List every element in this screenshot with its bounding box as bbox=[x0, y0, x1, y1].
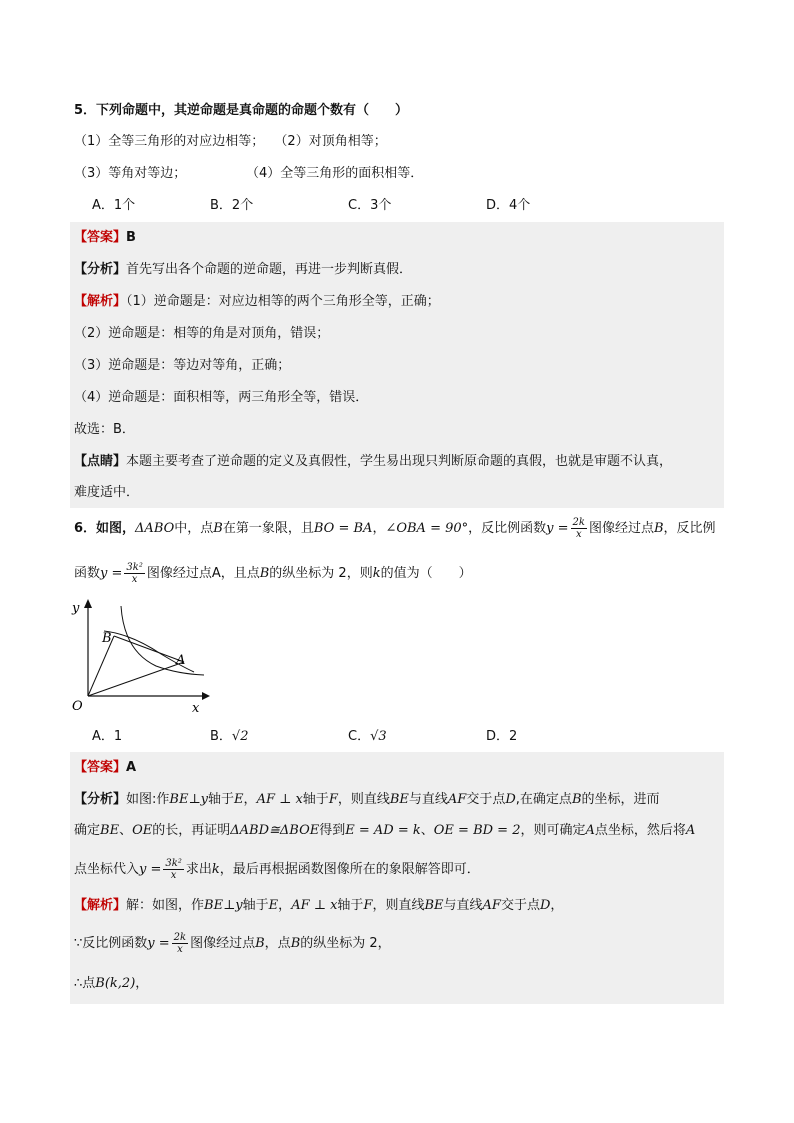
q5-item-3: （3）等角对等边； bbox=[74, 166, 187, 181]
q6-answer bbox=[74, 758, 136, 778]
q5-analysis bbox=[74, 260, 412, 280]
segment-oa bbox=[88, 662, 184, 696]
q6-option-c: C．√3 bbox=[348, 729, 387, 744]
q6-solution-tag: 【解析】 bbox=[74, 898, 127, 913]
q5-item-2: （2）对顶角相等； bbox=[274, 134, 387, 149]
q6-analysis-line-1: 【分析】如图:作BE⊥y轴于E，AF ⊥ x轴于F，则直线BE与直线AF交于点D,在确定点B的坐标，进而 bbox=[74, 792, 660, 807]
q5-analysis-tag: 【分析】 bbox=[74, 262, 127, 277]
q5-solution-line-1: 【解析】（1）逆命题是：对应边相等的两个三角形全等，正确； bbox=[74, 294, 440, 309]
q6-solution-line-2: ∵反比例函数y = $\frac{2k}{x}$ 图像经过点B，点B的纵坐标为 2， bbox=[74, 932, 391, 955]
q5-item-row-2 bbox=[74, 164, 424, 184]
y-axis-arrow bbox=[84, 599, 92, 608]
q6-graph bbox=[66, 596, 216, 716]
q6-answer-tag: 【答案】 bbox=[74, 760, 127, 775]
q6-option-d: D．2 bbox=[486, 729, 518, 744]
q6-analysis-line-3: 点坐标代入y = $\frac{\text{3k²}}{x}$ 求出k，最后再根据函数图像所在的象限解答即可． bbox=[74, 858, 480, 881]
q5-option-d: D．4个 bbox=[486, 198, 531, 213]
origin-label: O bbox=[72, 699, 83, 714]
q6-solution-line-3: ∴点B(k,2)， bbox=[74, 976, 149, 991]
q5-option-c: C．3个 bbox=[348, 198, 392, 213]
q5-answer bbox=[74, 228, 136, 248]
q5-solution-line-4: （4）逆命题是：面积相等，两三角形全等，错误． bbox=[74, 390, 369, 405]
fraction-2k-over-x: $\frac{2k}{x}$ bbox=[572, 517, 585, 540]
q5-analysis-text: 首先写出各个命题的逆命题，再进一步判断真假． bbox=[126, 262, 413, 277]
fraction-3k2-over-x: $\frac{\text{3k²}}{x}$ bbox=[126, 562, 143, 585]
segment-ba bbox=[114, 636, 184, 662]
q5-comment-line-2: 难度适中． bbox=[74, 485, 140, 500]
q5-comment-tag: 【点睛】 bbox=[74, 454, 127, 469]
q5-item-4: （4）全等三角形的面积相等． bbox=[246, 166, 424, 181]
q6-stem-line-2: 函数y = $\frac{\text{3k²}}{x}$ 图像经过点A，且点B的纵坐标为 2，则k的值为（ ） bbox=[74, 562, 472, 585]
q5-item-1: （1）全等三角形的对应边相等； bbox=[74, 134, 265, 149]
q5-item-row-1 bbox=[74, 132, 387, 152]
q6-analysis-tag: 【分析】 bbox=[74, 792, 127, 807]
therefore-symbol: ∴ bbox=[74, 976, 83, 991]
x-axis-arrow bbox=[202, 692, 210, 700]
hyperbola-curve-1 bbox=[121, 606, 204, 675]
q6-option-a: A．1 bbox=[92, 729, 123, 744]
q5-solution-tag: 【解析】 bbox=[74, 294, 127, 309]
q6-analysis-line-2: 确定BE、OE的长，再证明ΔABD≅ΔBOE得到E = AD = k、OE = BD = 2，则可确定A点坐标，然后将A bbox=[74, 823, 696, 838]
q5-comment: 【点睛】本题主要考查了逆命题的定义及真假性，学生易出现只判断原命题的真假，也就是审题不认真， bbox=[74, 454, 673, 469]
q5-solution-line-3: （3）逆命题是：等边对等角，正确； bbox=[74, 358, 291, 373]
q5-option-a: A．1个 bbox=[92, 198, 136, 213]
because-symbol: ∵ bbox=[74, 936, 83, 951]
fraction-3k2-over-x-analysis: $\frac{\text{3k²}}{x}$ bbox=[165, 858, 182, 881]
point-a-label: A bbox=[176, 653, 186, 668]
fraction-2k-over-x-solution: $\frac{2k}{x}$ bbox=[173, 932, 187, 955]
q5-answer-tag: 【答案】 bbox=[74, 230, 127, 245]
q5-option-b: B．2个 bbox=[210, 198, 254, 213]
q6-option-b: B．√2 bbox=[210, 729, 249, 744]
q5-stem: 5．下列命题中，其逆命题是真命题的命题个数有（ ） bbox=[74, 103, 409, 118]
x-axis-label: x bbox=[192, 701, 200, 716]
y-axis-label: y bbox=[72, 601, 80, 616]
q6-answer-value: A bbox=[126, 760, 137, 775]
q6-stem-line-1: 6．如图，ΔABO中，点B在第一象限，且BO = BA，∠OBA = 90°，反比例函数y = $\frac{2k}{x}$ 图像经过点B，反比例 bbox=[74, 517, 716, 540]
q5-solution-line-2: （2）逆命题是：相等的角是对顶角，错误； bbox=[74, 326, 330, 341]
q5-answer-value: B bbox=[126, 230, 136, 245]
point-b-label: B bbox=[102, 631, 112, 646]
q6-solution-line-1: 【解析】解：如图，作BE⊥y轴于E，AF ⊥ x轴于F，则直线BE与直线AF交于点D， bbox=[74, 898, 564, 913]
q5-choose: 故选：B． bbox=[74, 422, 135, 437]
